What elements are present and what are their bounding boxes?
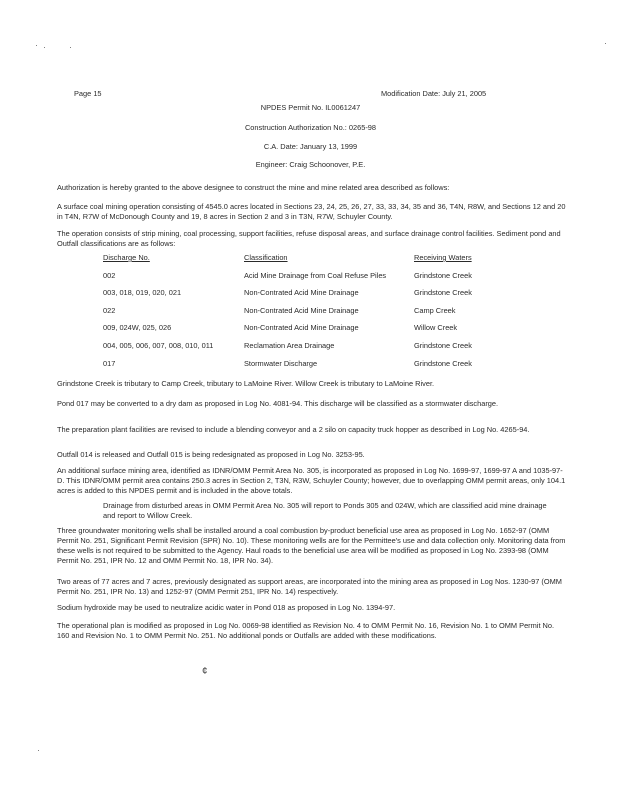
engineer: Engineer: Craig Schoonover, P.E. [255,160,366,169]
paragraph-drainage-305: Drainage from disturbed areas in OMM Permit Area No. 305 will report to Ponds 305 and 024W, which are classified acid mine drainage and report to Willow Creek. [103,501,547,520]
table-row [103,323,503,341]
table-row [103,306,503,324]
page-number: Page 15 [74,89,102,98]
paragraph-additional-area: An additional surface mining area, identified as IDNR/OMM Permit Area No. 305, is incorporated as proposed in Log No. 1699-97, 1699-97 A and 1035-97-D. This IDNR/OMM permit area contains 250.3 acres in Section 2, T3N, R3W, Schuyler County; however, due to overlapping OMM permit areas, only 104.1 acres is added to this NPDES permit and is included in the above totals. [57,466,566,495]
paragraph-tributary: Grindstone Creek is tributary to Camp Creek, tributary to LaMoine River. Willow Creek is tributary to LaMoine River. [57,379,435,388]
receiving-waters-cell: Camp Creek [414,305,456,315]
scan-speck [38,750,39,751]
scan-speck [70,47,71,48]
paragraph-authorization: Authorization is hereby granted to the above designee to construct the mine and mine related area described as follows: [57,183,450,192]
discharge-cell: 002 [103,270,116,280]
footer-mark: ¢ [202,666,208,677]
table-row [103,341,503,359]
construction-authorization: Construction Authorization No.: 0265-98 [244,123,377,132]
paragraph-support-areas: Two areas of 77 acres and 7 acres, previously designated as support areas, are incorporated into the mining area as proposed in Log Nos. 1230-97 (OMM Permit No. 251, IPR No. 13) and 1252-97 (OMM Permit 251, IPR No. 14) respectively. [57,577,562,596]
receiving-waters-cell: Grindstone Creek [414,270,472,280]
classification-cell: Reclamation Area Drainage [244,340,335,350]
discharge-cell: 004, 005, 006, 007, 008, 010, 011 [103,340,214,350]
table-row [103,288,503,306]
paragraph-mining-area: A surface coal mining operation consisting of 4545.0 acres located in Sections 23, 24, 25, 26, 27, 33, 33, 34, 35 and 36, T4N, R8W, and Sections 12 and 20 in T4N, R7W of McDonough County and 19, 8 acres in Section 2 and 3 in T3N, R7W, Schuyler County. [57,202,566,221]
paragraph-sodium-hydroxide: Sodium hydroxide may be used to neutralize acidic water in Pond 018 as proposed in Log No. 1394-97. [57,603,396,612]
classification-cell: Non-Contrated Acid Mine Drainage [244,305,359,315]
outfall-table [103,253,503,376]
discharge-cell: 017 [103,358,116,368]
discharge-cell: 003, 018, 019, 020, 021 [103,288,182,298]
paragraph-pond-017: Pond 017 may be converted to a dry dam as proposed in Log No. 4081-94. This discharge will be classified as a stormwater discharge. [57,399,499,408]
discharge-cell: 022 [103,305,116,315]
paragraph-outfall-014: Outfall 014 is released and Outfall 015 is being redesignated as proposed in Log No. 3253-95. [57,450,365,459]
paragraph-operation: The operation consists of strip mining, coal processing, support facilities, refuse disposal areas, and surface drainage control facilities. Sediment pond and Outfall classifications are as follows: [57,229,561,248]
table-header-row [103,253,503,271]
receiving-waters-cell: Grindstone Creek [414,340,472,350]
receiving-waters-cell: Grindstone Creek [414,358,472,368]
col-header-receiving-waters: Receiving Waters [414,253,472,262]
classification-cell: Non-Contrated Acid Mine Drainage [244,323,359,333]
discharge-cell: 009, 024W, 025, 026 [103,323,172,333]
receiving-waters-cell: Grindstone Creek [414,288,472,298]
ca-date: C.A. Date: January 13, 1999 [263,142,358,151]
permit-number: NPDES Permit No. IL0061247 [260,103,361,112]
col-header-discharge: Discharge No. [103,253,150,262]
classification-cell: Acid Mine Drainage from Coal Refuse Piles [244,270,387,280]
paragraph-preparation-plant: The preparation plant facilities are revised to include a blending conveyor and a 2 silo on capacity truck hopper as described in Log No. 4265-94. [57,425,530,434]
col-header-classification: Classification [244,253,288,262]
receiving-waters-cell: Willow Creek [414,323,458,333]
scan-speck [36,45,37,46]
paragraph-monitoring-wells: Three groundwater monitoring wells shall be installed around a coal combustion by-product beneficial use area as proposed in Log No. 1652-97 (OMM Permit No. 251, Significant Permit Revision (SPR) No. 10). These monitoring wells are for the Permittee's use and data collection only. Monitoring data from these wells is not required to be submitted to the Agency. Haul roads to the beneficial use area will be modified as proposed in Log No. 2393-98 (OMM Permit No. 251, IPR No. 12 and OMM Permit No. 18, IPR No. 34). [57,526,566,565]
table-row [103,359,503,377]
classification-cell: Stormwater Discharge [244,358,318,368]
scan-speck [44,47,45,48]
classification-cell: Non-Contrated Acid Mine Drainage [244,288,359,298]
modification-date: Modification Date: July 21, 2005 [381,89,487,98]
scan-speck [605,43,606,44]
table-row [103,271,503,289]
paragraph-operational-plan: The operational plan is modified as proposed in Log No. 0069-98 identified as Revision No. 4 to OMM Permit No. 16, Revision No. 1 to OMM Permit No. 160 and Revision No. 1 to OMM Permit No. 251. No additional ponds or Outfalls are added with these modifications. [57,621,555,640]
